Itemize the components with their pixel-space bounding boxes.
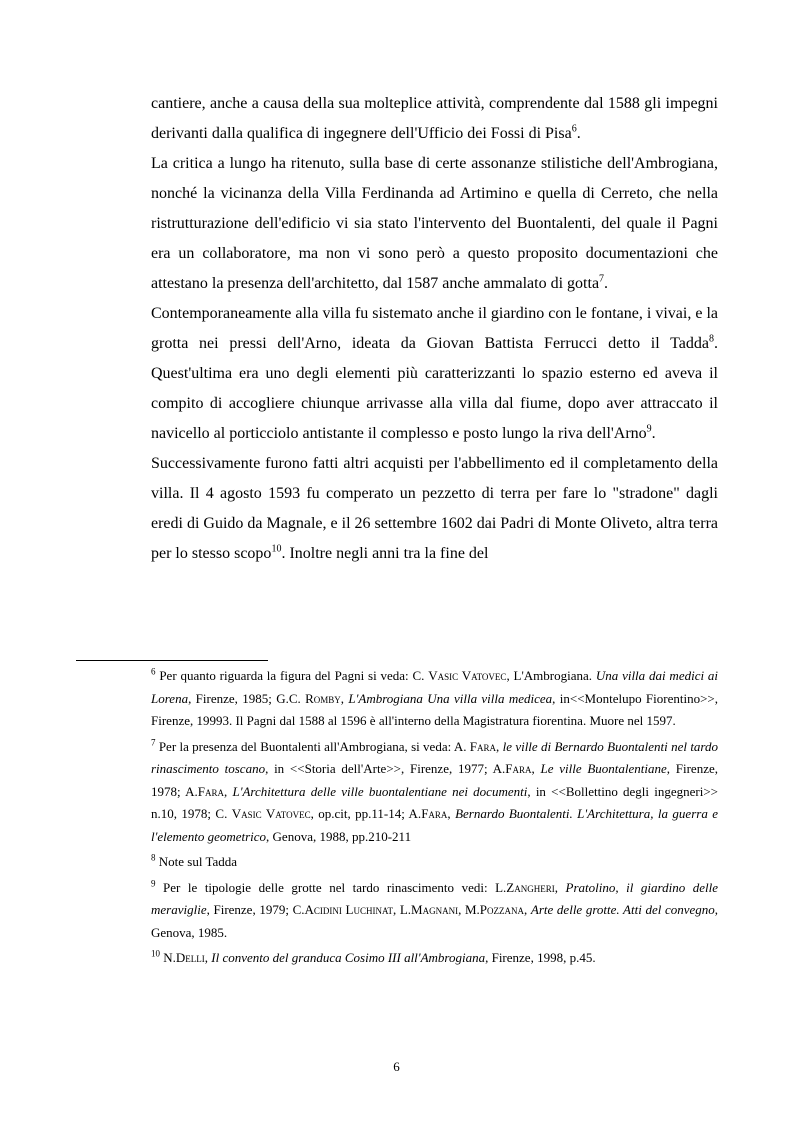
paragraph-2: La critica a lungo ha ritenuto, sulla base di certe assonanze stilistiche dell'Ambrogiana, nonché la vicinanza della Villa Ferdinanda ad Artimino e quella di Cerreto, che nella ristrutturazione dell'edificio vi sia stato l'intervento del Buontalenti, del quale il Pagni era un collaboratore, ma non vi sono però a questo proposito documentazioni che attestano la presenza dell'architetto, dal 1587 anche ammalato di gotta$^7$.	[151, 155, 718, 292]
footnote-number: 6	[151, 666, 156, 677]
footnote-separator	[76, 660, 268, 661]
footnote-ref-6[interactable]: 6	[571, 123, 577, 135]
paragraph-3: Contemporaneamente alla villa fu sistemato anche il giardino con le fontane, i vivai, e la grotta nei pressi dell'Arno, ideata da Giovan Battista Ferrucci detto il Tadda$^8$. Quest'ultima era uno degli elementi più caratterizzanti lo spazio esterno ed aveva il compito di accogliere chiunque arrivasse alla villa dal fiume, dopo aver attraccato il navicello al porticciolo antistante il complesso e posto lungo la riva dell'Arno$^9$.	[151, 305, 718, 442]
footnote-10: $^{10}$ N.Delli, Il convento del granduca Cosimo III all'Ambrogiana, Firenze, 1998, p.45.	[151, 948, 596, 965]
footnote-7: $^7$ Per la presenza del Buontalenti all'Ambrogiana, si veda: A. Fara, le ville di Bernardo Buontalenti nel tardo rinascimento toscano, in <<Storia dell'Arte>>, Firenze, 1977; A.Fara, Le ville Buontalentiane, Firenze, 1978; A.Fara, L'Architettura delle ville buontalentiane nei documenti, in <<Bollettino degli ingegneri>> n.10, 1978; C. Vasic Vatovec, op.cit, pp.11-14; A.Fara, Bernardo Buontalenti. L'Architettura, la guerra e l'elemento geometrico, Genova, 1988, pp.210-211	[151, 737, 719, 844]
footnote-ref-9[interactable]: 9	[646, 423, 652, 435]
footnotes	[151, 665, 718, 973]
main-text	[151, 89, 718, 569]
footnote-number: 7	[151, 737, 156, 748]
footnote-number: 10	[151, 948, 160, 959]
footnote-ref-8[interactable]: 8	[709, 333, 714, 345]
footnote-number: 9	[151, 878, 156, 889]
footnote-8: $^8$ Note sul Tadda	[151, 852, 238, 869]
paragraph-1: cantiere, anche a causa della sua molteplice attività, comprendente dal 1588 gli impegni derivanti dalla qualifica di ingegnere dell'Ufficio dei Fossi di Pisa$^6$.	[151, 95, 718, 142]
footnote-6: $^6$ Per quanto riguarda la figura del Pagni si veda: C. Vasic Vatovec, L'Ambrogiana. Una villa dai medici ai Lorena, Firenze, 1985; G.C. Romby, L'Ambrogiana Una villa villa medicea, in<<Montelupo Fiorentino>>, Firenze, 19993. Il Pagni dal 1588 al 1596 è all'interno della Magistratura fiorentina. Muore nel 1597.	[151, 666, 719, 728]
footnote-ref-7[interactable]: 7	[599, 273, 605, 285]
footnote-9: $^9$ Per le tipologie delle grotte nel tardo rinascimento vedi: L.Zangheri, Pratolino, il giardino delle meraviglie, Firenze, 1979; C.Acidini Luchinat, L.Magnani, M.Pozzana, Arte delle grotte. Atti del convegno, Genova, 1985.	[151, 878, 719, 940]
paragraph-4: Successivamente furono fatti altri acquisti per l'abbellimento ed il completamento della villa. Il 4 agosto 1593 fu comperato un pezzetto di terra per fare lo "stradone" dagli eredi di Guido da Magnale, e il 26 settembre 1602 dai Padri di Monte Oliveto, altra terra per lo stesso scopo$^{10}$. Inoltre negli anni tra la fine del	[151, 455, 718, 562]
footnote-number: 8	[151, 852, 156, 863]
footnote-ref-10[interactable]: 10	[271, 543, 282, 555]
page-number: 6	[393, 1059, 400, 1074]
